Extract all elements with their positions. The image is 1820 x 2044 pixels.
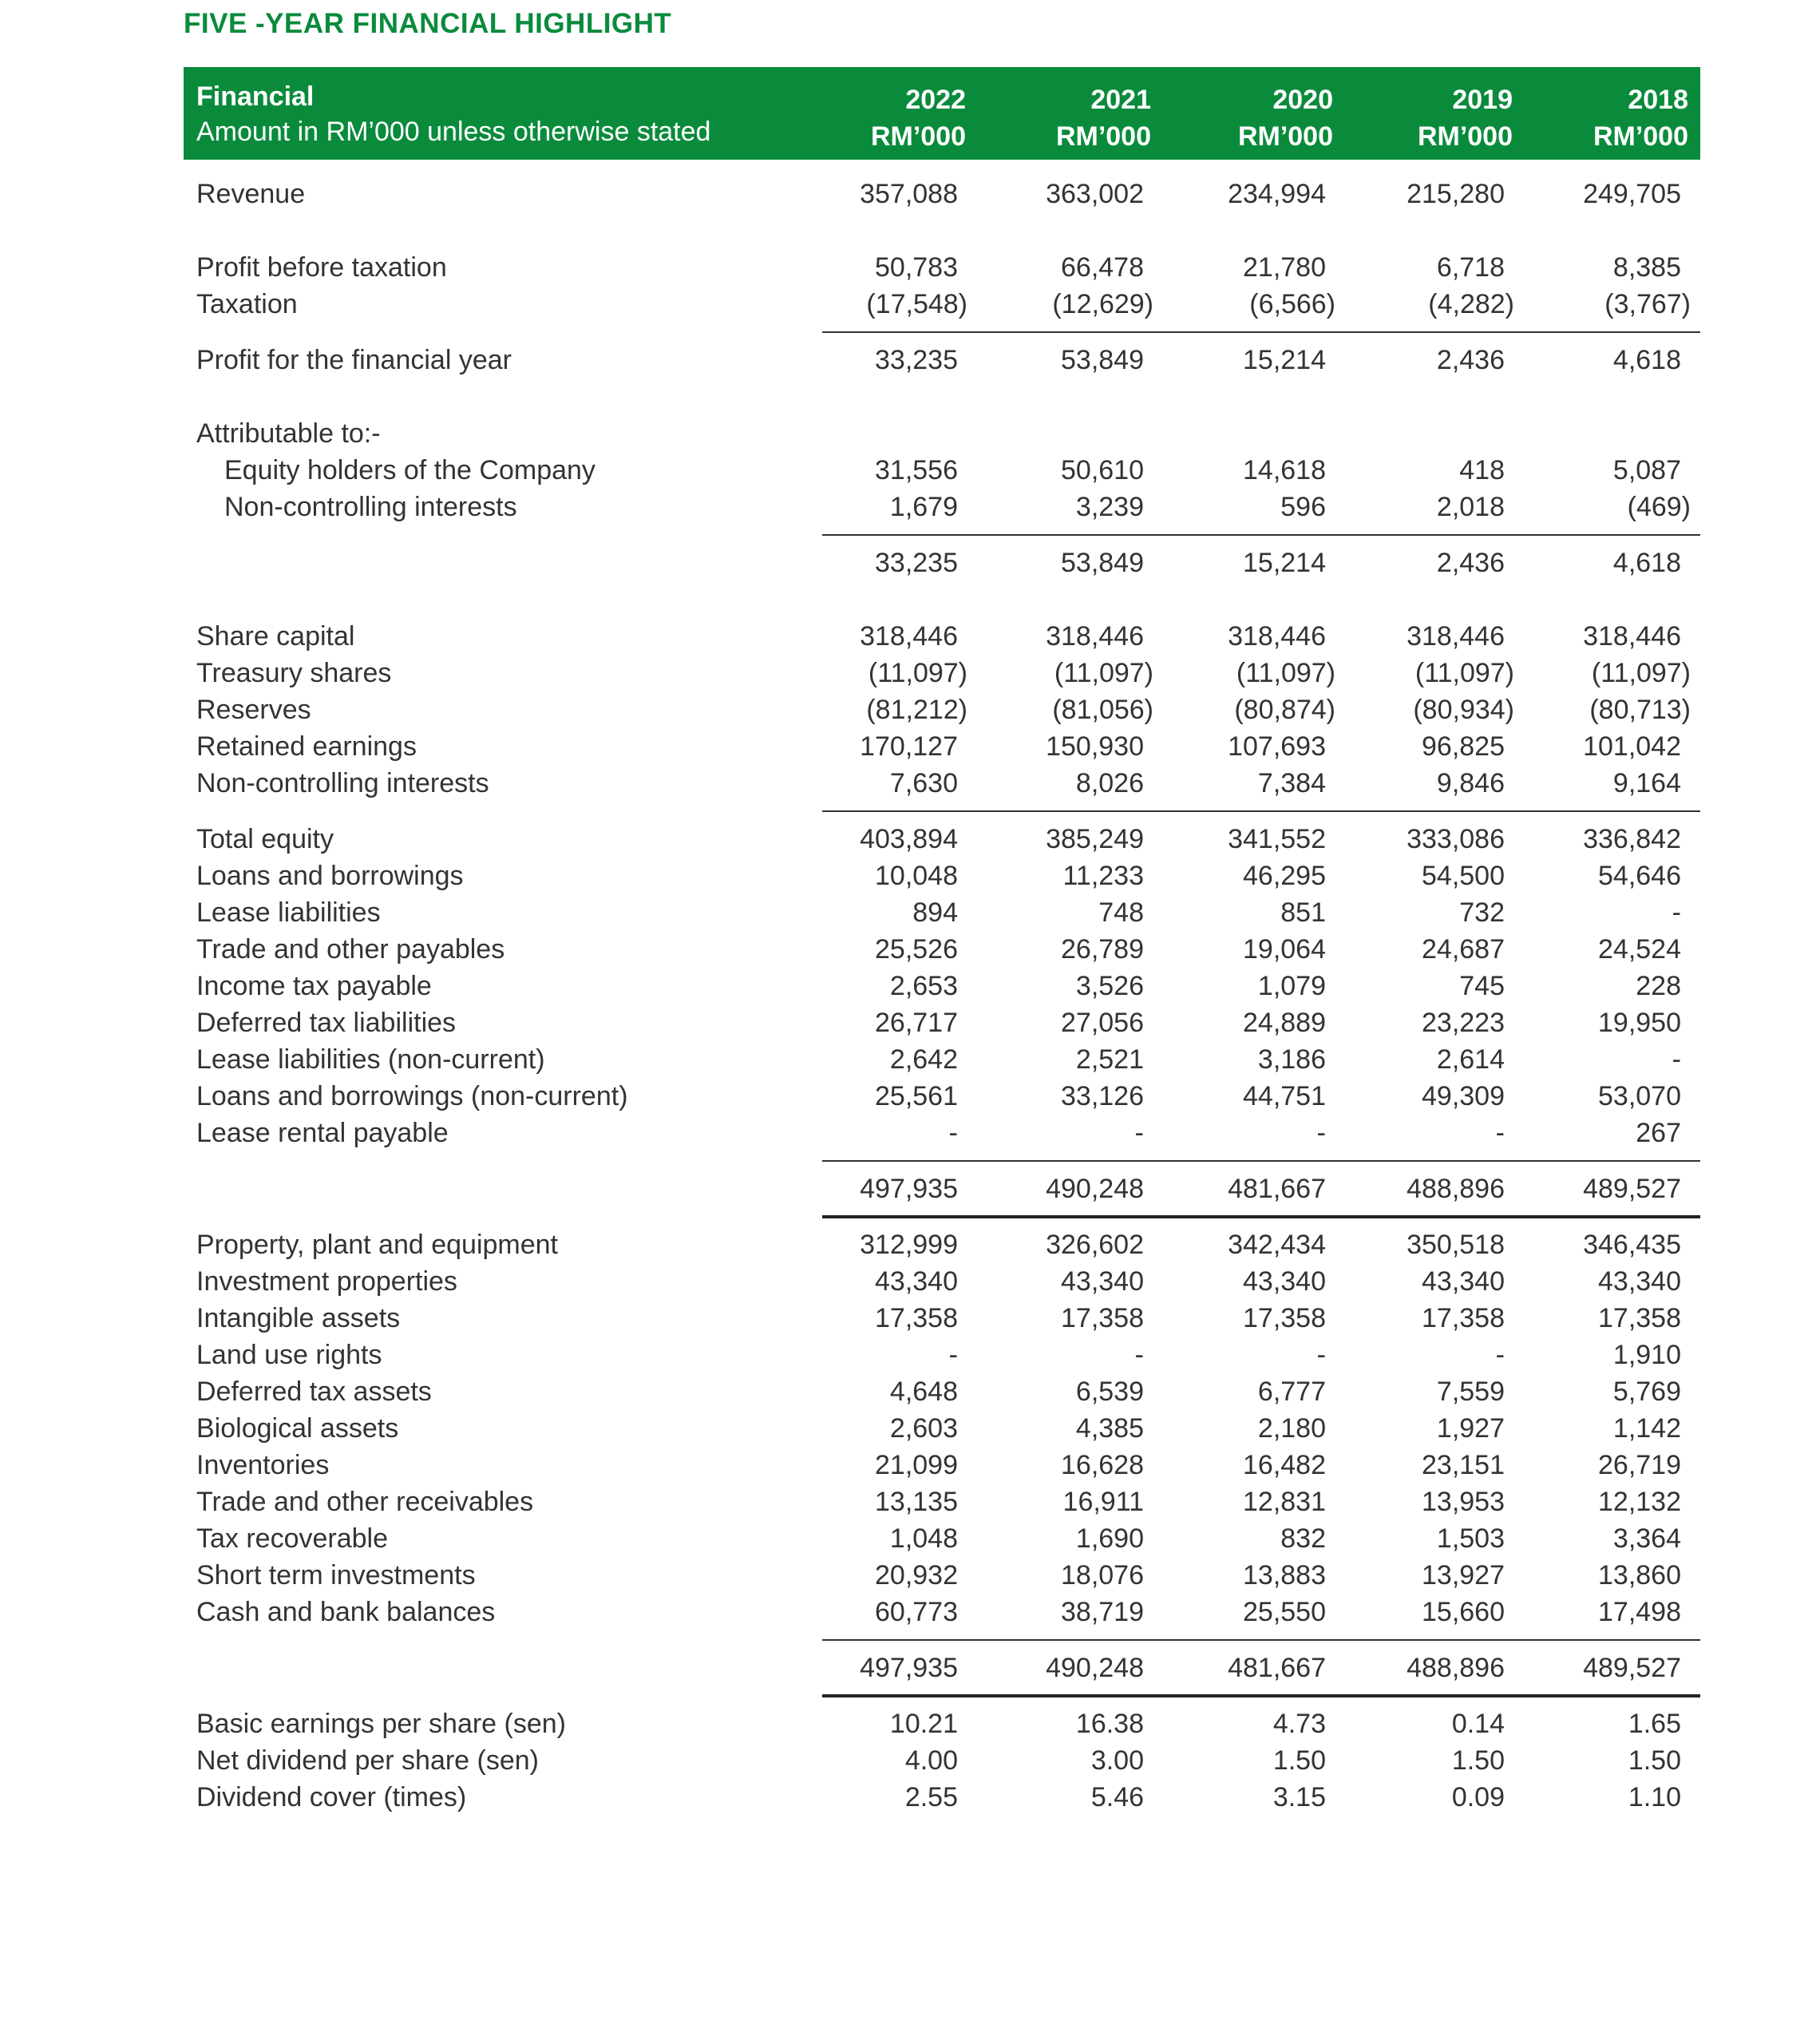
value-cell: 7,384 bbox=[1257, 768, 1326, 798]
value-cell: 2.55 bbox=[904, 1782, 958, 1812]
table-row bbox=[184, 968, 1700, 1004]
row-label: Property, plant and equipment bbox=[196, 1230, 558, 1260]
value-cell: 33,126 bbox=[1061, 1081, 1144, 1111]
table-row bbox=[184, 894, 1700, 931]
table-row bbox=[184, 655, 1700, 691]
value-cell: 2,521 bbox=[1075, 1044, 1144, 1075]
value-cell: 53,070 bbox=[1598, 1081, 1681, 1111]
value-cell: 26,789 bbox=[1061, 934, 1144, 965]
value-cell: 53,849 bbox=[1061, 548, 1144, 578]
row-label: Lease liabilities bbox=[196, 897, 381, 928]
value-cell: 234,994 bbox=[1228, 179, 1326, 209]
value-cell: 1.65 bbox=[1628, 1709, 1681, 1739]
value-cell: 1,079 bbox=[1257, 971, 1326, 1001]
table-body bbox=[184, 160, 1700, 1816]
value-cell: 385,249 bbox=[1046, 824, 1144, 854]
table-row bbox=[184, 1300, 1700, 1337]
row-label: Net dividend per share (sen) bbox=[196, 1745, 540, 1776]
year-column-header: 2020 RM’000 bbox=[1237, 85, 1333, 152]
table-row bbox=[184, 1650, 1700, 1686]
value-cell: 16,628 bbox=[1061, 1450, 1144, 1480]
value-cell: 2,436 bbox=[1436, 548, 1505, 578]
table-row bbox=[184, 249, 1700, 286]
value-cell: 2,614 bbox=[1436, 1044, 1505, 1075]
value-cell: 12,132 bbox=[1598, 1487, 1681, 1517]
value-cell: 3,364 bbox=[1612, 1523, 1681, 1554]
value-cell: 3.15 bbox=[1272, 1782, 1326, 1812]
value-cell: 336,842 bbox=[1583, 824, 1681, 854]
value-cell: 497,935 bbox=[860, 1174, 958, 1204]
divider-line bbox=[822, 1215, 1700, 1218]
row-label: Inventories bbox=[196, 1450, 330, 1480]
value-cell: (17,548) bbox=[866, 289, 967, 319]
value-cell: 7,630 bbox=[889, 768, 958, 798]
value-cell: - bbox=[1672, 897, 1681, 928]
value-cell: 9,846 bbox=[1436, 768, 1505, 798]
row-label: Loans and borrowings (non-current) bbox=[196, 1081, 628, 1111]
value-cell: 488,896 bbox=[1407, 1653, 1505, 1683]
row-label: Loans and borrowings bbox=[196, 861, 464, 891]
value-cell: 832 bbox=[1280, 1523, 1326, 1554]
value-cell: - bbox=[1495, 1340, 1505, 1370]
value-cell: 43,340 bbox=[1598, 1266, 1681, 1297]
value-cell: 1.50 bbox=[1628, 1745, 1681, 1776]
value-cell: 748 bbox=[1098, 897, 1144, 928]
value-cell: (11,097) bbox=[868, 658, 967, 688]
value-cell: 1.50 bbox=[1451, 1745, 1505, 1776]
value-cell: 33,235 bbox=[875, 548, 958, 578]
table-row bbox=[184, 1263, 1700, 1300]
row-label: Investment properties bbox=[196, 1266, 457, 1297]
value-cell: 19,950 bbox=[1598, 1008, 1681, 1038]
table-row bbox=[184, 618, 1700, 655]
table-row bbox=[184, 342, 1700, 378]
value-cell: 1.50 bbox=[1272, 1745, 1326, 1776]
value-cell: 12,831 bbox=[1243, 1487, 1326, 1517]
value-cell: 150,930 bbox=[1046, 731, 1144, 762]
subtotal-rule bbox=[184, 1630, 1700, 1650]
value-cell: 0.09 bbox=[1451, 1782, 1505, 1812]
row-label: Income tax payable bbox=[196, 971, 432, 1001]
row-label: Non-controlling interests bbox=[224, 492, 517, 522]
value-cell: 5.46 bbox=[1090, 1782, 1144, 1812]
value-cell: 363,002 bbox=[1046, 179, 1144, 209]
value-cell: (6,566) bbox=[1249, 289, 1335, 319]
table-row bbox=[184, 1004, 1700, 1041]
value-cell: 1,910 bbox=[1612, 1340, 1681, 1370]
value-cell: (4,282) bbox=[1428, 289, 1514, 319]
value-cell: (469) bbox=[1627, 492, 1691, 522]
value-cell: - bbox=[1495, 1118, 1505, 1148]
row-label: Non-controlling interests bbox=[196, 768, 489, 798]
value-cell: 23,223 bbox=[1422, 1008, 1505, 1038]
value-cell: 17,358 bbox=[875, 1303, 958, 1333]
value-cell: 312,999 bbox=[860, 1230, 958, 1260]
value-cell: 19,064 bbox=[1243, 934, 1326, 965]
value-cell: 3,526 bbox=[1075, 971, 1144, 1001]
table-row bbox=[184, 1337, 1700, 1373]
year-column-header: 2019 RM’000 bbox=[1417, 85, 1513, 152]
row-label: Trade and other payables bbox=[196, 934, 505, 965]
value-cell: 66,478 bbox=[1061, 252, 1144, 283]
table-row bbox=[184, 1373, 1700, 1410]
table-row bbox=[184, 1171, 1700, 1207]
value-cell: 46,295 bbox=[1243, 861, 1326, 891]
row-label: Equity holders of the Company bbox=[224, 455, 595, 485]
value-cell: 16,482 bbox=[1243, 1450, 1326, 1480]
value-cell: 43,340 bbox=[1422, 1266, 1505, 1297]
value-cell: 215,280 bbox=[1407, 179, 1505, 209]
value-cell: 27,056 bbox=[1061, 1008, 1144, 1038]
value-cell: 54,646 bbox=[1598, 861, 1681, 891]
table-row bbox=[184, 1594, 1700, 1630]
value-cell: 6,777 bbox=[1257, 1377, 1326, 1407]
value-cell: 490,248 bbox=[1046, 1653, 1144, 1683]
row-label: Attributable to:- bbox=[196, 418, 381, 449]
value-cell: 346,435 bbox=[1583, 1230, 1681, 1260]
row-label: Total equity bbox=[196, 824, 334, 854]
value-cell: 1,048 bbox=[889, 1523, 958, 1554]
value-cell: 228 bbox=[1636, 971, 1681, 1001]
value-cell: 24,524 bbox=[1598, 934, 1681, 965]
value-cell: 3.00 bbox=[1090, 1745, 1144, 1776]
value-cell: 5,087 bbox=[1612, 455, 1681, 485]
row-label: Lease rental payable bbox=[196, 1118, 449, 1148]
value-cell: 16.38 bbox=[1075, 1709, 1144, 1739]
value-cell: 101,042 bbox=[1583, 731, 1681, 762]
value-cell: 5,769 bbox=[1612, 1377, 1681, 1407]
table-header bbox=[184, 67, 1700, 160]
row-label: Revenue bbox=[196, 179, 306, 209]
value-cell: 2,642 bbox=[889, 1044, 958, 1075]
year-column-header: 2021 RM’000 bbox=[1055, 85, 1151, 152]
value-cell: 60,773 bbox=[875, 1597, 958, 1627]
value-cell: 318,446 bbox=[1046, 621, 1144, 652]
value-cell: 43,340 bbox=[1061, 1266, 1144, 1297]
value-cell: (80,934) bbox=[1413, 695, 1514, 725]
subtotal-rule bbox=[184, 525, 1700, 545]
table-row bbox=[184, 691, 1700, 728]
value-cell: 170,127 bbox=[860, 731, 958, 762]
value-cell: - bbox=[1672, 1044, 1681, 1075]
value-cell: 2,603 bbox=[889, 1413, 958, 1444]
financial-highlight-table bbox=[184, 67, 1700, 1816]
subtotal-rule bbox=[184, 1151, 1700, 1171]
value-cell: 25,561 bbox=[875, 1081, 958, 1111]
value-cell: 4,648 bbox=[889, 1377, 958, 1407]
value-cell: 489,527 bbox=[1583, 1653, 1681, 1683]
value-cell: 350,518 bbox=[1407, 1230, 1505, 1260]
value-cell: 38,719 bbox=[1061, 1597, 1144, 1627]
value-cell: 497,935 bbox=[860, 1653, 958, 1683]
value-cell: 17,358 bbox=[1061, 1303, 1144, 1333]
value-cell: - bbox=[1134, 1340, 1144, 1370]
table-row bbox=[184, 176, 1700, 212]
header-label: Financial bbox=[196, 81, 315, 112]
row-label: Deferred tax liabilities bbox=[196, 1008, 457, 1038]
value-cell: 488,896 bbox=[1407, 1174, 1505, 1204]
row-label: Short term investments bbox=[196, 1560, 476, 1590]
value-cell: (80,874) bbox=[1234, 695, 1335, 725]
value-cell: 318,446 bbox=[860, 621, 958, 652]
value-cell: 341,552 bbox=[1228, 824, 1326, 854]
value-cell: 43,340 bbox=[1243, 1266, 1326, 1297]
table-row bbox=[184, 1557, 1700, 1594]
row-label: Share capital bbox=[196, 621, 355, 652]
row-label: Dividend cover (times) bbox=[196, 1782, 467, 1812]
value-cell: 17,498 bbox=[1598, 1597, 1681, 1627]
value-cell: 17,358 bbox=[1243, 1303, 1326, 1333]
spacer bbox=[184, 581, 1700, 618]
value-cell: 14,618 bbox=[1243, 455, 1326, 485]
value-cell: 732 bbox=[1459, 897, 1505, 928]
row-label: Intangible assets bbox=[196, 1303, 401, 1333]
value-cell: - bbox=[1134, 1118, 1144, 1148]
table-row bbox=[184, 1705, 1700, 1742]
table-row bbox=[184, 545, 1700, 581]
value-cell: 1.10 bbox=[1628, 1782, 1681, 1812]
value-cell: 54,500 bbox=[1422, 861, 1505, 891]
value-cell: 249,705 bbox=[1583, 179, 1681, 209]
table-row bbox=[184, 1226, 1700, 1263]
value-cell: 4.00 bbox=[904, 1745, 958, 1776]
divider-line bbox=[822, 1160, 1700, 1162]
value-cell: 8,026 bbox=[1075, 768, 1144, 798]
value-cell: 8,385 bbox=[1612, 252, 1681, 283]
value-cell: 21,780 bbox=[1243, 252, 1326, 283]
divider-line bbox=[822, 810, 1700, 812]
header-sublabel: Amount in RM’000 unless otherwise stated bbox=[196, 117, 711, 147]
value-cell: 357,088 bbox=[860, 179, 958, 209]
value-cell: 43,340 bbox=[875, 1266, 958, 1297]
value-cell: 10,048 bbox=[875, 861, 958, 891]
row-label: Taxation bbox=[196, 289, 298, 319]
value-cell: 18,076 bbox=[1061, 1560, 1144, 1590]
table-row bbox=[184, 765, 1700, 802]
value-cell: 481,667 bbox=[1228, 1174, 1326, 1204]
value-cell: 13,927 bbox=[1422, 1560, 1505, 1590]
value-cell: (11,097) bbox=[1414, 658, 1514, 688]
table-row bbox=[184, 1041, 1700, 1078]
value-cell: 33,235 bbox=[875, 345, 958, 375]
subtotal-rule bbox=[184, 1207, 1700, 1226]
value-cell: (11,097) bbox=[1236, 658, 1335, 688]
table-row bbox=[184, 1742, 1700, 1779]
divider-line bbox=[822, 331, 1700, 333]
row-label: Profit before taxation bbox=[196, 252, 447, 283]
value-cell: 16,911 bbox=[1062, 1487, 1144, 1517]
value-cell: 745 bbox=[1459, 971, 1505, 1001]
row-label: Reserves bbox=[196, 695, 311, 725]
value-cell: 894 bbox=[912, 897, 958, 928]
divider-line bbox=[822, 1639, 1700, 1641]
value-cell: 4,618 bbox=[1612, 345, 1681, 375]
value-cell: 1,690 bbox=[1075, 1523, 1144, 1554]
value-cell: 107,693 bbox=[1228, 731, 1326, 762]
row-label: Land use rights bbox=[196, 1340, 382, 1370]
table-row bbox=[184, 1078, 1700, 1115]
value-cell: 6,718 bbox=[1436, 252, 1505, 283]
value-cell: 44,751 bbox=[1243, 1081, 1326, 1111]
value-cell: 9,164 bbox=[1612, 768, 1681, 798]
page-title: FIVE -YEAR FINANCIAL HIGHLIGHT bbox=[184, 8, 672, 39]
value-cell: 318,446 bbox=[1228, 621, 1326, 652]
value-cell: 13,860 bbox=[1598, 1560, 1681, 1590]
value-cell: 333,086 bbox=[1407, 824, 1505, 854]
value-cell: 25,550 bbox=[1243, 1597, 1326, 1627]
value-cell: 7,559 bbox=[1436, 1377, 1505, 1407]
subtotal-rule bbox=[184, 1686, 1700, 1705]
value-cell: 596 bbox=[1280, 492, 1326, 522]
table-row bbox=[184, 489, 1700, 525]
table-row bbox=[184, 1410, 1700, 1447]
value-cell: (81,212) bbox=[866, 695, 967, 725]
value-cell: 11,233 bbox=[1062, 861, 1144, 891]
year-column-header: 2018 RM’000 bbox=[1592, 85, 1688, 152]
value-cell: 490,248 bbox=[1046, 1174, 1144, 1204]
year-column-header: 2022 RM’000 bbox=[870, 85, 966, 152]
value-cell: 15,214 bbox=[1243, 548, 1326, 578]
row-label: Tax recoverable bbox=[196, 1523, 389, 1554]
subtotal-rule bbox=[184, 323, 1700, 342]
value-cell: 342,434 bbox=[1228, 1230, 1326, 1260]
value-cell: 3,186 bbox=[1257, 1044, 1326, 1075]
value-cell: 25,526 bbox=[875, 934, 958, 965]
value-cell: 15,214 bbox=[1243, 345, 1326, 375]
value-cell: 2,436 bbox=[1436, 345, 1505, 375]
value-cell: - bbox=[1316, 1118, 1326, 1148]
spacer bbox=[184, 378, 1700, 415]
value-cell: 26,719 bbox=[1598, 1450, 1681, 1480]
table-row bbox=[184, 286, 1700, 323]
value-cell: 1,503 bbox=[1436, 1523, 1505, 1554]
value-cell: 13,953 bbox=[1422, 1487, 1505, 1517]
value-cell: (81,056) bbox=[1052, 695, 1153, 725]
value-cell: 851 bbox=[1280, 897, 1326, 928]
value-cell: 49,309 bbox=[1422, 1081, 1505, 1111]
value-cell: 23,151 bbox=[1422, 1450, 1505, 1480]
value-cell: 13,135 bbox=[875, 1487, 958, 1517]
value-cell: 17,358 bbox=[1598, 1303, 1681, 1333]
value-cell: - bbox=[948, 1118, 958, 1148]
table-row bbox=[184, 452, 1700, 489]
value-cell: 10.21 bbox=[889, 1709, 958, 1739]
value-cell: 4,618 bbox=[1612, 548, 1681, 578]
divider-line bbox=[822, 534, 1700, 536]
value-cell: 3,239 bbox=[1075, 492, 1144, 522]
value-cell: 53,849 bbox=[1061, 345, 1144, 375]
value-cell: 489,527 bbox=[1583, 1174, 1681, 1204]
table-row bbox=[184, 1483, 1700, 1520]
row-label: Basic earnings per share (sen) bbox=[196, 1709, 567, 1739]
value-cell: (11,097) bbox=[1591, 658, 1691, 688]
value-cell: 318,446 bbox=[1583, 621, 1681, 652]
subtotal-rule bbox=[184, 802, 1700, 821]
value-cell: 50,610 bbox=[1061, 455, 1144, 485]
row-label: Trade and other receivables bbox=[196, 1487, 534, 1517]
value-cell: 15,660 bbox=[1422, 1597, 1505, 1627]
value-cell: 1,927 bbox=[1436, 1413, 1505, 1444]
table-row bbox=[184, 931, 1700, 968]
row-label: Cash and bank balances bbox=[196, 1597, 496, 1627]
value-cell: (80,713) bbox=[1589, 695, 1691, 725]
value-cell: 1,142 bbox=[1612, 1413, 1681, 1444]
value-cell: 4.73 bbox=[1272, 1709, 1326, 1739]
table-row bbox=[184, 1779, 1700, 1816]
value-cell: (11,097) bbox=[1054, 658, 1153, 688]
table-row bbox=[184, 858, 1700, 894]
divider-line bbox=[822, 1694, 1700, 1697]
value-cell: 26,717 bbox=[875, 1008, 958, 1038]
value-cell: 50,783 bbox=[875, 252, 958, 283]
spacer bbox=[184, 212, 1700, 249]
value-cell: (3,767) bbox=[1604, 289, 1691, 319]
value-cell: 24,687 bbox=[1422, 934, 1505, 965]
row-label: Treasury shares bbox=[196, 658, 392, 688]
value-cell: (12,629) bbox=[1052, 289, 1153, 319]
value-cell: 17,358 bbox=[1422, 1303, 1505, 1333]
value-cell: 24,889 bbox=[1243, 1008, 1326, 1038]
value-cell: 6,539 bbox=[1075, 1377, 1144, 1407]
table-row bbox=[184, 1115, 1700, 1151]
table-row bbox=[184, 728, 1700, 765]
value-cell: 267 bbox=[1636, 1118, 1681, 1148]
value-cell: 0.14 bbox=[1451, 1709, 1505, 1739]
value-cell: 318,446 bbox=[1407, 621, 1505, 652]
value-cell: 481,667 bbox=[1228, 1653, 1326, 1683]
value-cell: 31,556 bbox=[875, 455, 958, 485]
value-cell: 2,180 bbox=[1257, 1413, 1326, 1444]
value-cell: 13,883 bbox=[1243, 1560, 1326, 1590]
row-label: Biological assets bbox=[196, 1413, 399, 1444]
value-cell: 20,932 bbox=[875, 1560, 958, 1590]
table-row bbox=[184, 415, 1700, 452]
spacer bbox=[184, 160, 1700, 176]
value-cell: 2,653 bbox=[889, 971, 958, 1001]
row-label: Retained earnings bbox=[196, 731, 417, 762]
table-row bbox=[184, 1520, 1700, 1557]
value-cell: - bbox=[1316, 1340, 1326, 1370]
value-cell: 4,385 bbox=[1075, 1413, 1144, 1444]
value-cell: 2,018 bbox=[1436, 492, 1505, 522]
value-cell: 403,894 bbox=[860, 824, 958, 854]
table-row bbox=[184, 1447, 1700, 1483]
row-label: Profit for the financial year bbox=[196, 345, 512, 375]
value-cell: 418 bbox=[1459, 455, 1505, 485]
row-label: Deferred tax assets bbox=[196, 1377, 432, 1407]
row-label: Lease liabilities (non-current) bbox=[196, 1044, 545, 1075]
value-cell: 96,825 bbox=[1422, 731, 1505, 762]
value-cell: 1,679 bbox=[889, 492, 958, 522]
value-cell: 326,602 bbox=[1046, 1230, 1144, 1260]
value-cell: 21,099 bbox=[875, 1450, 958, 1480]
table-row bbox=[184, 821, 1700, 858]
value-cell: - bbox=[948, 1340, 958, 1370]
